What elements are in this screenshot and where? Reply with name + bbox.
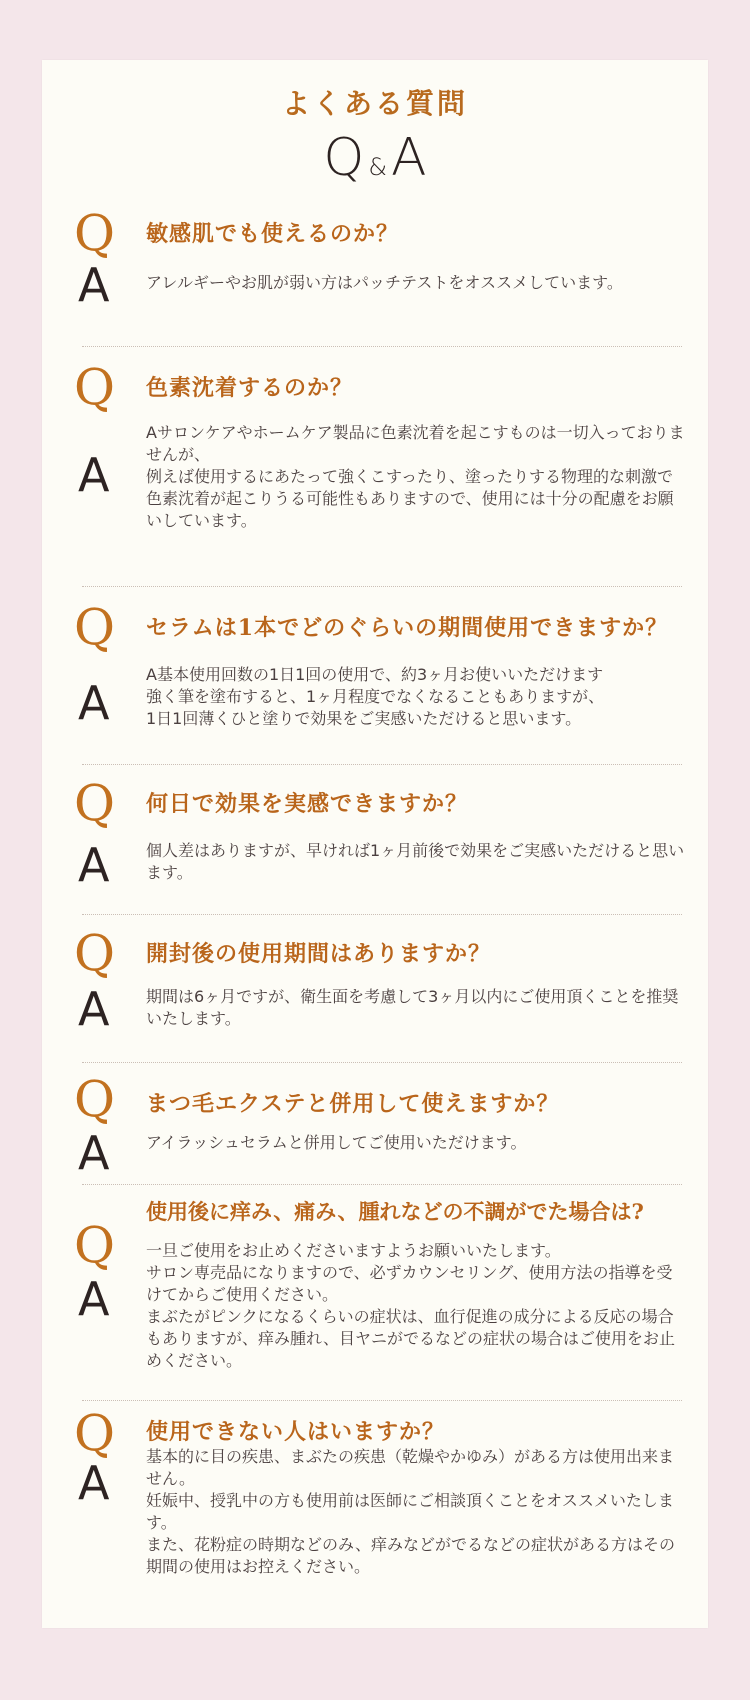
divider [82, 1400, 682, 1401]
q-letter: Q [74, 598, 115, 656]
question-text: 使用できない人はいますか？ [146, 1419, 446, 1445]
divider [82, 586, 682, 587]
answer-line: Aサロンケアやホームケア製品に色素沈着を起こすものは一切入っておりませんが、 [146, 423, 685, 464]
q-letter: Q [74, 924, 115, 982]
q-letter: Q [74, 774, 115, 832]
a-letter: A [78, 1456, 110, 1510]
q-letter: Q [74, 358, 115, 416]
answer-line: 基本的に目の疾患、まぶたの疾患（乾燥やかゆみ）がある方は使用出来ません。 [146, 1447, 675, 1488]
q-letter: Q [74, 1070, 115, 1128]
answer-line: 期間は6ヶ月ですが、衛生面を考慮して3ヶ月以内にご使用頂くことを推奨いたします。 [146, 987, 679, 1028]
answer-text [146, 840, 686, 884]
a-letter: A [78, 448, 110, 502]
a-letter: A [78, 676, 110, 730]
answer-line: 1日1回薄くひと塗りで効果をご実感いただけると思います。 [146, 709, 582, 728]
answer-line: サロン専売品になりますので、必ずカウンセリング、使用方法の指導を受けてからご使用ください。 [146, 1263, 673, 1304]
answer-line: まぶたがピンクになるくらいの症状は、血行促進の成分による反応の場合もありますが、痒み腫れ、目ヤニがでるなどの症状の場合はご使用をお止めください。 [146, 1307, 675, 1370]
answer-text [146, 272, 706, 294]
page-title: よくある質問 [281, 87, 468, 120]
a-letter: A [78, 1272, 110, 1326]
answer-line: 強く筆を塗布すると、1ヶ月程度でなくなることもありますが、 [146, 687, 605, 706]
q-letter: Q [74, 1404, 115, 1462]
answer-line: アレルギーやお肌が弱い方はパッチテストをオススメしています。 [146, 273, 623, 292]
answer-line: A基本使用回数の1日1回の使用で、約3ヶ月お使いいただけます [146, 665, 604, 684]
qa-heading-a: A [391, 128, 427, 188]
answer-line: また、花粉症の時期などのみ、痒みなどがでるなどの症状がある方はその期間の使用はお控えください。 [146, 1535, 675, 1576]
divider [82, 1062, 682, 1063]
answer-line: 個人差はありますが、早ければ1ヶ月前後で効果をご実感いただけると思います。 [146, 841, 685, 882]
answer-text [146, 1132, 686, 1154]
qa-heading-q: Q [323, 128, 365, 188]
question-text: 何日で効果を実感できますか？ [146, 791, 469, 817]
answer-line: 妊娠中、授乳中の方も使用前は医師にご相談頂くことをオススメいたします。 [146, 1491, 674, 1532]
answer-text [146, 1446, 686, 1578]
question-text: まつ毛エクステと併用して使えますか？ [146, 1091, 560, 1117]
a-letter: A [78, 1126, 110, 1180]
faq-card [42, 60, 708, 1628]
answer-text [146, 1240, 686, 1372]
answer-line: 例えば使用するにあたって強くこすったり、塗ったりする物理的な刺激で [146, 467, 674, 486]
answer-line: アイラッシュセラムと併用してご使用いただけます。 [146, 1133, 527, 1152]
a-letter: A [78, 982, 110, 1036]
question-text: 使用後に痒み、痛み、腫れなどの不調がでた場合は? [146, 1199, 644, 1224]
answer-text [146, 422, 686, 532]
a-letter: A [78, 258, 110, 312]
q-letter: Q [74, 1216, 115, 1274]
divider [82, 914, 682, 915]
answer-line: 一旦ご使用をお止めくださいますようお願いいたします。 [146, 1241, 561, 1260]
a-letter: A [78, 838, 110, 892]
question-text: 色素沈着するのか？ [146, 375, 354, 401]
question-text: セラムは1本でどのぐらいの期間使用できますか？ [146, 615, 669, 641]
answer-text [146, 664, 686, 730]
answer-text [146, 986, 686, 1030]
qa-heading-amp: & [368, 153, 388, 181]
divider [82, 346, 682, 347]
question-text: 開封後の使用期間はありますか？ [146, 941, 492, 967]
divider [82, 1184, 682, 1185]
divider [82, 764, 682, 765]
question-text: 敏感肌でも使えるのか？ [146, 221, 400, 247]
q-letter: Q [74, 204, 115, 262]
qa-heading [42, 128, 708, 188]
answer-line: 色素沈着が起こりうる可能性もありますので、使用には十分の配慮をお願いしています。 [146, 489, 674, 530]
